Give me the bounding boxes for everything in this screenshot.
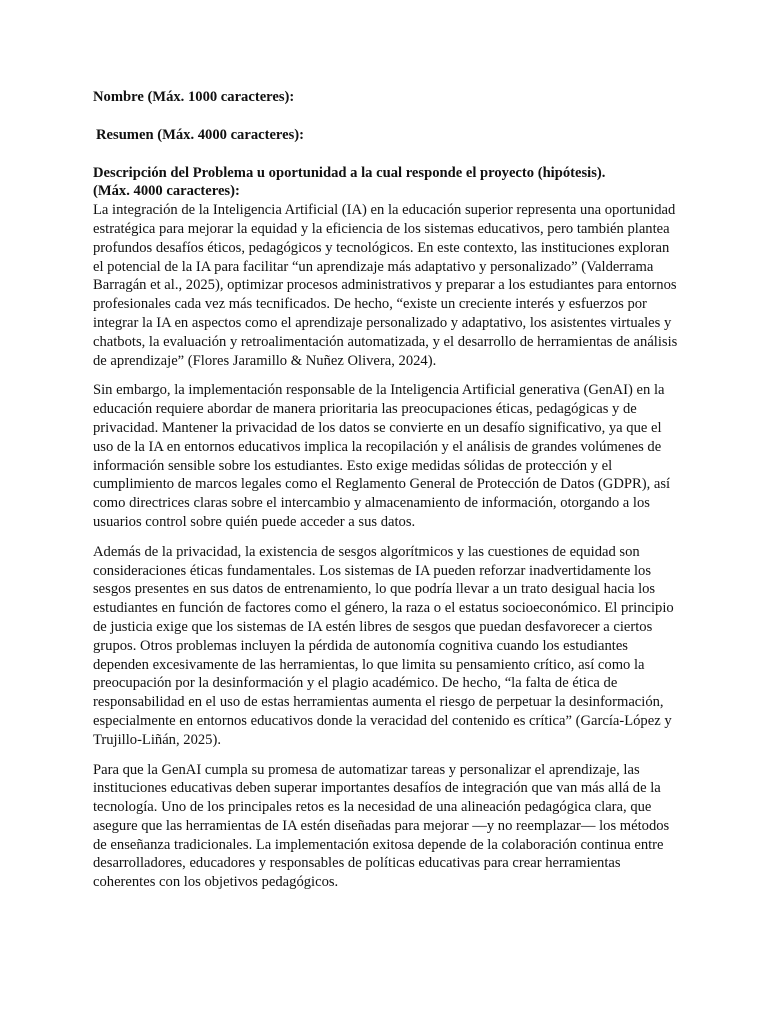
paragraph-3: Además de la privacidad, la existencia de sesgos algorítmicos y las cuestiones de equidad son consideraciones éticas fundamentales. Los sistemas de IA pueden reforzar inadvertidamente los sesgos presentes en sus datos de entrenamiento, lo que podría llevar a un trato desigual hacia los estudiantes en función de factores como el género, la raza o el estatus socioeconómico. El principio de justicia exige que los sistemas de IA estén libres de sesgos que puedan desfavorecer a ciertos grupos. Otros problemas incluyen la pérdida de autonomía cognitiva cuando los estudiantes dependen excesivamente de las herramientas, lo que limita su pensamiento crítico, así como la preocupación por la desinformación y el plagio académico. De hecho, “la falta de ética de responsabilidad en el uso de estas herramientas aumenta el riesgo de perpetuar la desinformación, especialmente en entornos educativos donde la veracidad del contenido es crítica” (García-López y Trujillo-Liñán, 2025). — [93, 543, 674, 748]
description-field-label-line2: (Máx. 4000 caracteres): — [93, 183, 240, 200]
paragraph-1: La integración de la Inteligencia Artificial (IA) en la educación superior representa una oportunidad estratégica para mejorar la equidad y la eficiencia de los sistemas educativos, pero también plantea profundos desafíos éticos, pedagógicos y tecnológicos. En este contexto, las instituciones exploran el potencial de la IA para facilitar “un aprendizaje más adaptativo y personalizado” (Valderrama Barragán et al., 2025), optimizar procesos administrativos y preparar a los estudiantes para entornos profesionales cada vez más tecnificados. De hecho, “existe un creciente interés y esfuerzos por integrar la IA en aspectos como el aprendizaje personalizado y adaptativo, los asistentes virtuales y chatbots, la evaluación y retroalimentación automatizada, y el desarrollo de herramientas de análisis de aprendizaje” (Flores Jaramillo & Nuñez Olivera, 2024). — [93, 202, 678, 369]
document-page — [93, 88, 683, 903]
summary-field-label: Resumen (Máx. 4000 caracteres): — [96, 126, 305, 143]
description-field-label-line1: Descripción del Problema u oportunidad a la cual responde el proyecto (hipótesis). — [93, 164, 606, 181]
paragraph-4: Para que la GenAI cumpla su promesa de automatizar tareas y personalizar el aprendizaje, las instituciones educativas deben superar importantes desafíos de integración que van más allá de la tecnología. Uno de los principales retos es la necesidad de una alineación pedagógica clara, que asegure que las herramientas de IA estén diseñadas para mejorar —y no reemplazar— los métodos de enseñanza tradicionales. La implementación exitosa depende de la colaboración continua entre desarrolladores, educadores y responsables de políticas educativas para crear herramientas coherentes con los objetivos pedagógicos. — [93, 761, 670, 891]
name-field-label: Nombre (Máx. 1000 caracteres): — [93, 89, 295, 105]
paragraph-2: Sin embargo, la implementación responsable de la Inteligencia Artificial generativa (GenAI) en la educación requiere abordar de manera prioritaria las preocupaciones éticas, pedagógicas y de privacidad. Mantener la privacidad de los datos se convierte en un desafío significativo, ya que el uso de la IA en entornos educativos implica la recopilación y el análisis de grandes volúmenes de información sensible sobre los estudiantes. Esto exige medidas sólidas de protección y el cumplimiento de marcos legales como el Reglamento General de Protección de Datos (GDPR), así como directrices claras sobre el intercambio y almacenamiento de información, otorgando a los usuarios control sobre quién puede acceder a sus datos. — [93, 382, 671, 530]
